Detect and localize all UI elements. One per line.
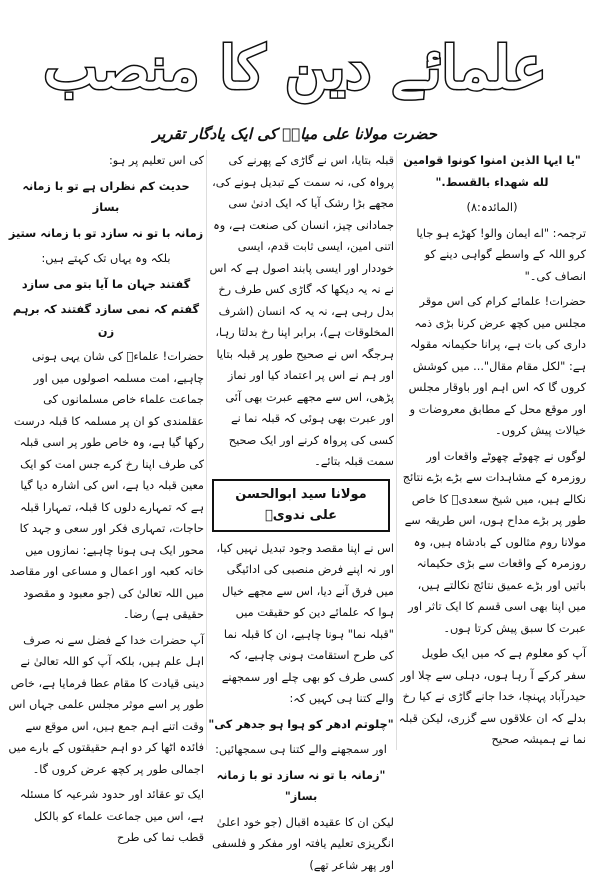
verse-translation: ترجمہ: "اے ایمان والو! کھڑے ہو جایا کرو اللہ کے واسطے گواہی دینے کو انصاف کی۔": [398, 223, 586, 288]
article-subtitle: حضرت مولانا علی میاںؒ کی ایک یادگار تقریر: [120, 125, 470, 143]
poetry-line: زمانہ با تو نہ سازد تو با زمانہ ستیز: [8, 223, 204, 245]
masthead-title: علمائے دین کا منصب: [44, 34, 547, 102]
paragraph: آپ کو معلوم ہے کہ میں ایک طویل سفر کرکے آ رہا ہوں، دہلی سے چلا اور حیدرآباد پہنچا، خدا جانے گاڑی نے کیا رخ بدلے کہ ان علاقوں سے گزری، لیکن قبلہ نما نے ہمیشہ صحیح: [398, 643, 586, 751]
paragraph: اور سمجھنے والے کتنا ہی سمجھائیں:: [208, 739, 394, 761]
quran-verse: "یا ایہا الذین امنوا کونوا قوامین لله شهداء بالقسط.": [398, 150, 586, 193]
column-left: [8, 150, 204, 750]
paragraph: کی اس تعلیم پر ہو:: [8, 150, 204, 172]
paragraph: آپ حضرات خدا کے فضل سے نہ صرف اہل علم ہیں، بلکہ آپ کو اللہ تعالیٰ نے دینی قیادت کا مقام عطا فرمایا ہے، خاص طور پر اسے موثر مجلس علمی جہاں اس وقت اتنے اہم جمع ہیں، اس موقع سے فائدہ اٹھا کر دو اہم حقیقتوں کے بارے میں اجمالی طور پر کچھ عرض کروں گا۔: [8, 630, 204, 781]
poetry-line: حدیث کم نظراں ہے تو با زمانہ بساز: [8, 176, 204, 219]
column-divider: [396, 150, 397, 750]
author-byline: مولانا سید ابوالحسن علی ندویؒ: [212, 479, 390, 532]
paragraph: لوگوں نے چھوٹے چھوٹے واقعات اور روزمرہ کے مشاہدات سے بڑے بڑے نتائج نکالے ہیں، میں شیخ سعدیؒ کا خاص طور پر بڑے مداح ہوں، اس طریقہ سے مولانا روم مثالوں کے بادشاہ ہیں، وہ روزمرہ کے واقعات سے بڑی حکیمانہ باتیں اور بڑے عمیق نتائج نکالتے ہیں، میں اپنا بھی اسی قسم کا ایک تاثر اور عبرت کا سبق پیش کرتا ہوں۔: [398, 446, 586, 640]
paragraph: ایک تو عقائد اور حدود شرعیہ کا مسئلہ ہے، اس میں جماعت علماء کو بالکل قطب نما کی طرح: [8, 784, 204, 849]
poetry-line: "زمانہ با تو نہ سازد تو با زمانہ بساز": [208, 765, 394, 808]
column-right: [398, 150, 586, 750]
paragraph: اس نے اپنا مقصد وجود تبدیل نہیں کیا، اور نہ اپنے فرض منصبی کی ادائیگی میں فرق آنے دیا، اس سے مجھے خیال ہوا کہ علمائے دین کو حقیقت میں "قبلہ نما" ہونا چاہیے، ان کا قبلہ نما کی طرح استقامت ہونی چاہیے، کہ کسی طرف کو بھی چلے اور سمجھنے والے کتنا ہی کہیں کہ:: [208, 538, 394, 710]
verse-reference: (المائدہ:۸): [398, 197, 586, 219]
paragraph: حضرات! علماءؒ کی شان یہی ہونی چاہیے، امت مسلمہ اصولوں میں اور جماعت علماء خاص مسلمانوں کی عقلمندی کو ان پر مسلمہ کا قبلہ درست رکھا گیا ہے، وہ خاص طور پر اسی قبلہ کی طرف اپنا رخ کرے جس امت کو ایک معین قبلہ دیا ہے، اس کی اشارہ دیا گیا ہے کہ تمہارے دلوں کا قبلہ، تمہارا قبلہ حاجات، تمہاری فکر اور سعی و جہد کا محور ایک ہی ہونا چاہیے: نمازوں میں خانہ کعبہ اور اعمال و مساعی اور مقاصد میں اللہ تعالیٰ کی (جو معبود و مقصود حقیقی ہے) رضا۔: [8, 346, 204, 626]
paragraph: قبلہ بتایا، اس نے گاڑی کے پھرنے کی پرواہ کی، نہ سمت کے تبدیل ہونے کی، مجھے بڑا رشک آیا کہ ایک ادنیٰ سی جمادانی چیز، انسان کی صنعت ہے، وہ اتنی امین، ایسی ثابت قدم، ایسی خوددار اور ایسی پابند اصول ہے کہ اس نے نہ یہ دیکھا کہ گاڑی کس طرف رخ بدل رہی ہے، نہ یہ کہ انسان (اشرف المخلوقات ہے)، برابر اپنا رخ بدلتا رہا، ہرجگہ اس نے صحیح طور پر قبلہ بتایا اور ہم نے اس پر اعتماد کیا اور نماز پڑھی، اس سے مجھے عبرت بھی آئی اور عبرت بھی ہوئی کہ قبلہ نما نے کسی کی پرواہ کرنے اور ایک صحیح سمت قبلہ بتائے۔: [208, 150, 394, 473]
poetry-line: گفتم کہ نمی سازد گفتند کہ برہم زن: [8, 299, 204, 342]
column-middle: [208, 150, 394, 750]
paragraph: حضرات! علمائے کرام کی اس موقر مجلس میں کچھ عرض کرنا بڑی ذمہ داری کی بات ہے، پرانا حکیمانہ مقولہ ہے: "لکل مقام مقال"... میں کوشش کروں گا کہ اس اہم اور باوقار مجلس اور موقع محل کے مطابق معروضات و خیالات پیش کروں۔: [398, 291, 586, 442]
paragraph: لیکن ان کا عقیدہ اقبال (جو خود اعلیٰ انگریزی تعلیم یافتہ اور مفکر و فلسفی اور پھر شاعر تھے): [208, 812, 394, 876]
poetry-line: "چلوتم ادھر کو ہوا ہو جدھر کی": [208, 714, 394, 736]
poetry-line: گفتند جہان ما آیا بتو می سازد: [8, 274, 204, 296]
column-divider: [206, 150, 207, 750]
masthead: [70, 18, 520, 118]
paragraph: بلکہ وہ یہاں تک کہتے ہیں:: [8, 248, 204, 270]
